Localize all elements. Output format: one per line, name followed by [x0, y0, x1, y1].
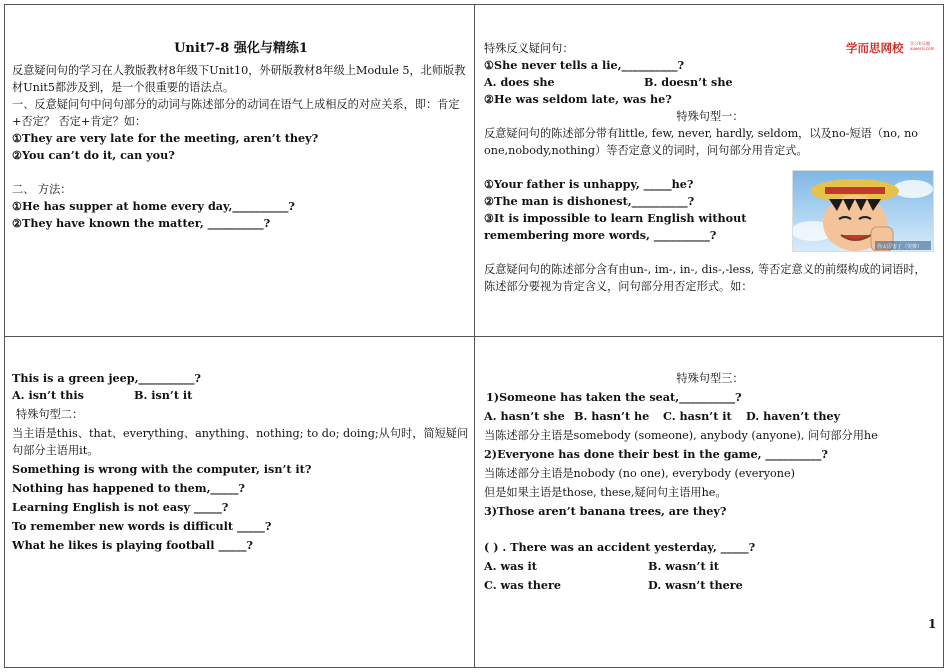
type-one-title: 特殊句型一：: [676, 110, 744, 123]
method-heading: 二、 方法：: [12, 183, 72, 196]
option-a: A. does she: [484, 75, 555, 89]
type-one-ex1: ①Your father is unhappy, _____he?: [484, 177, 694, 191]
option-a: A. isn’t this: [12, 388, 84, 402]
option-a: A. hasn’t she: [484, 409, 565, 423]
option-a: A. was it: [484, 559, 537, 573]
type-three-note3: 但是如果主语是those, these,疑问句主语用he。: [484, 486, 727, 499]
page-number: 1: [928, 617, 937, 631]
slide-top-left: [12, 38, 470, 232]
practice-options-row2: [484, 577, 936, 594]
special-heading: 特殊反义疑问句：: [484, 42, 574, 55]
type-two-ex3: Learning English is not easy _____?: [12, 500, 229, 514]
logo-subtext: 学习有乐趣 xueersi.com: [910, 41, 935, 51]
type-two-ex4: To remember new words is difficult _____?: [12, 519, 272, 533]
type-two-q1: This is a green jeep,__________?: [12, 371, 201, 385]
cartoon-image: [792, 170, 934, 252]
image-caption: 你太厉害了（哭惨）: [877, 244, 923, 250]
method-2: ②They have known the matter, __________?: [12, 216, 271, 230]
rule-one-text: 一、反意疑问句中问句部分的动词与陈述部分的动词在语气上成相反的对应关系，即：肯定+否定？ 否定+肯定？如：: [12, 98, 460, 128]
type-one-desc: 反意疑问句的陈述部分带有little, few, never, hardly, seldom，以及no-短语（no, no one,nobody,nothing）等否定意义的词时，问句部分用肯定式。: [484, 127, 919, 157]
cartoon-character-illustration: [793, 171, 933, 251]
special-q2: ②He was seldom late, was he?: [484, 92, 672, 106]
example-1: ①They are very late for the meeting, aren’t they?: [12, 131, 319, 145]
type-two-title: 特殊句型二：: [16, 408, 84, 421]
type-three-q3: 3)Those aren’t banana trees, are they?: [484, 504, 727, 518]
example-2: ②You can’t do it, can you?: [12, 148, 175, 162]
option-b: B. isn’t it: [134, 388, 193, 402]
prefix-desc: 反意疑问句的陈述部分含有由un-, im-, in-, dis-,-less, 等否定意义的前缀构成的词语时，陈述部分要视为肯定含义，问句部分用否定形式。如：: [484, 263, 926, 293]
logo-text: 学而思网校: [846, 41, 904, 55]
type-three-q2: 2)Everyone has done their best in the game, __________?: [484, 447, 828, 461]
option-c: C. was there: [484, 578, 562, 592]
slide-bottom-left: [12, 370, 470, 554]
type-one-ex3-cont: remembering more words, __________?: [484, 228, 717, 242]
type-three-q1-options: [484, 408, 936, 425]
practice-question: ( ) . There was an accident yesterday, _____?: [484, 540, 756, 554]
option-d: D. wasn’t there: [648, 578, 743, 592]
intro-text: 反意疑问句的学习在人教版教材8年级下Unit10，外研版教材8年级上Module 5，北师版教材Unit5都涉及到，是一个很重要的语法点。: [12, 64, 466, 94]
type-two-ex5: What he likes is playing football _____?: [12, 538, 253, 552]
type-three-title: 特殊句型三：: [676, 372, 744, 385]
special-q1-options: [484, 74, 936, 91]
type-two-desc: 当主语是this、that、everything、anything、nothing; to do; doing;从句时，简短疑问句部分主语用it。: [12, 427, 469, 457]
slide-title: Unit7-8 强化与精练1: [174, 41, 308, 56]
type-one-ex3: ③It is impossible to learn English without: [484, 211, 747, 225]
type-three-q1: 1)Someone has taken the seat,__________?: [486, 390, 742, 404]
option-c: C. hasn’t it: [663, 409, 732, 423]
option-d: D. haven’t they: [746, 409, 841, 423]
type-two-ex2: Nothing has happened to them,_____?: [12, 481, 245, 495]
practice-options-row1: [484, 558, 936, 575]
horizontal-divider: [4, 336, 944, 337]
option-b: B. doesn’t she: [644, 75, 733, 89]
type-three-note1: 当陈述部分主语是somebody (someone), anybody (anyone), 问句部分用he: [484, 429, 878, 442]
type-two-ex1: Something is wrong with the computer, isn’t it?: [12, 462, 312, 476]
type-one-ex2: ②The man is dishonest,__________?: [484, 194, 695, 208]
method-1: ①He has supper at home every day,__________?: [12, 199, 295, 213]
special-q1: ①She never tells a lie,__________?: [484, 58, 685, 72]
option-b: B. wasn’t it: [648, 559, 719, 573]
slide-bottom-right: [484, 370, 936, 594]
type-two-q1-options: [12, 387, 470, 404]
slide-top-right: [484, 40, 936, 295]
type-three-note2: 当陈述部分主语是nobody (no one), everybody (everyone): [484, 467, 795, 480]
option-b: B. hasn’t he: [574, 409, 650, 423]
